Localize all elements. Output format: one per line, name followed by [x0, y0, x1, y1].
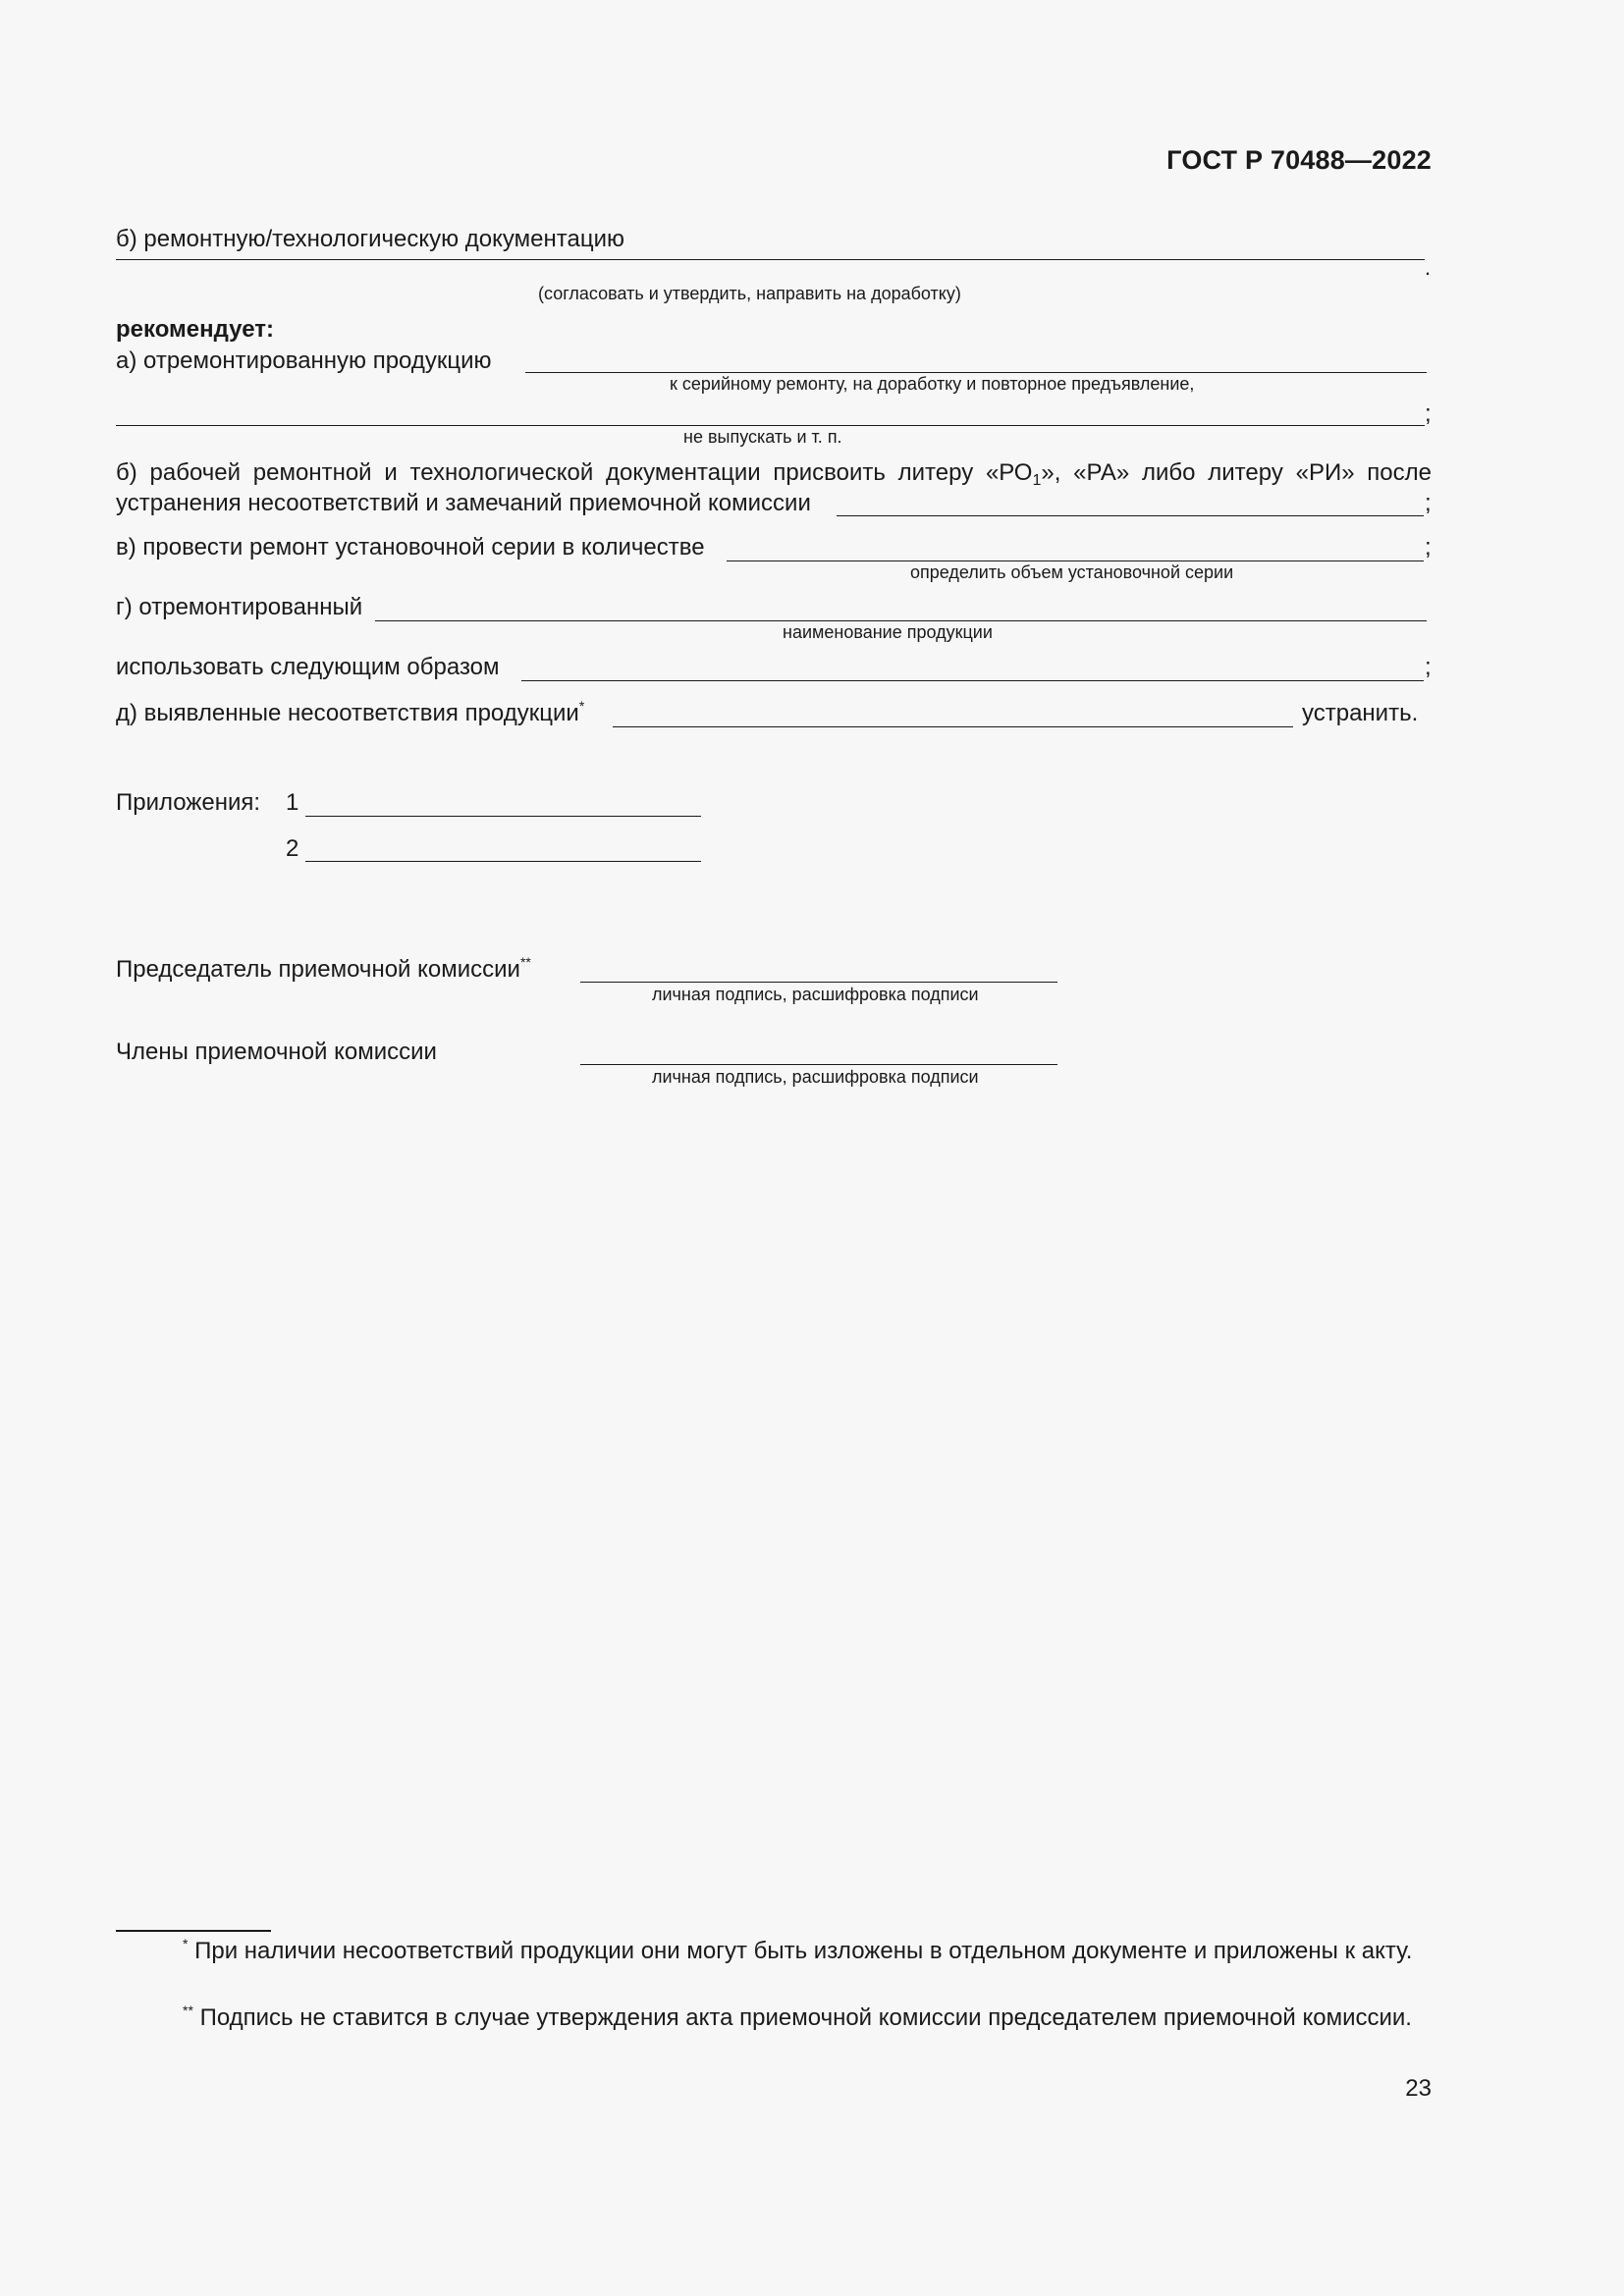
chairman-signature-line[interactable] [580, 982, 1057, 983]
docs-hint: (согласовать и утвердить, направить на доработку) [538, 284, 961, 303]
item-a-label: а) отремонтированную продукцию [116, 347, 492, 374]
recommends-label: рекомендует: [116, 316, 274, 343]
item-b-fill-line[interactable] [837, 515, 1424, 516]
item-g-label: г) отремонтированный [116, 594, 363, 620]
item-a-hint-2: не выпускать и т. п. [683, 427, 842, 447]
item-g-fill-line[interactable] [375, 620, 1427, 621]
doc-code-header: ГОСТ Р 70488—2022 [1166, 145, 1432, 175]
chairman-signature-hint: личная подпись, расшифровка подписи [652, 985, 979, 1004]
item-a-fill-line-2[interactable] [116, 425, 1425, 426]
attachments-label: Приложения: [116, 789, 261, 816]
item-b-line-2: устранения несоответствий и замечаний приемочной комиссии [116, 490, 811, 516]
footnote-ref-2: ** [519, 954, 531, 970]
footnote-2: ** Подпись не ставится в случае утверждения акта приемочной комиссии председателем приемочной комиссии. [183, 2002, 1412, 2031]
item-g-label-2: использовать следующим образом [116, 654, 500, 680]
item-b-end-mark: ; [1425, 490, 1432, 516]
item-a-hint-1: к серийному ремонту, на доработку и повторное предъявление, [670, 374, 1195, 394]
members-signature-line[interactable] [580, 1064, 1057, 1065]
item-v-hint: определить объем установочной серии [910, 562, 1234, 582]
page-number: 23 [1405, 2075, 1432, 2102]
item-g-hint: наименование продукции [783, 622, 993, 642]
item-v-end-mark: ; [1425, 534, 1432, 561]
attachment-number-1: 1 [286, 789, 299, 816]
attachment-fill-line-1[interactable] [305, 816, 701, 817]
footnote-ref-1: * [578, 698, 585, 714]
members-label: Члены приемочной комиссии [116, 1039, 437, 1065]
item-v-label: в) провести ремонт установочной серии в количестве [116, 534, 705, 561]
item-b-line-1: б) рабочей ремонтной и технологической документации присвоить литеру «$РО_1$», «РА» либо литеру «РИ» после [116, 459, 1432, 489]
footnote-1: * При наличии несоответствий продукции они могут быть изложены в отдельном документе и приложены к акту. [183, 1936, 1413, 1964]
docs-fill-line[interactable] [116, 259, 1425, 260]
docs-label: б) ремонтную/технологическую документацию [116, 226, 624, 252]
item-d-label: д) выявленные несоответствия продукции* [116, 698, 585, 726]
chairman-label: Председатель приемочной комиссии** [116, 954, 531, 983]
attachment-fill-line-2[interactable] [305, 861, 701, 862]
item-a-fill-line-1[interactable] [525, 372, 1427, 373]
document-page [116, 0, 1432, 2296]
item-a-end-mark: ; [1425, 400, 1432, 427]
attachment-number-2: 2 [286, 835, 299, 862]
item-d-suffix: устранить. [1302, 700, 1419, 726]
footnote-separator [116, 1930, 271, 1932]
item-d-fill-line[interactable] [613, 726, 1293, 727]
members-signature-hint: личная подпись, расшифровка подписи [652, 1067, 979, 1087]
item-g-fill-line-2[interactable] [521, 680, 1424, 681]
docs-end-mark: . [1425, 255, 1432, 280]
item-g-end-mark: ; [1425, 654, 1432, 680]
